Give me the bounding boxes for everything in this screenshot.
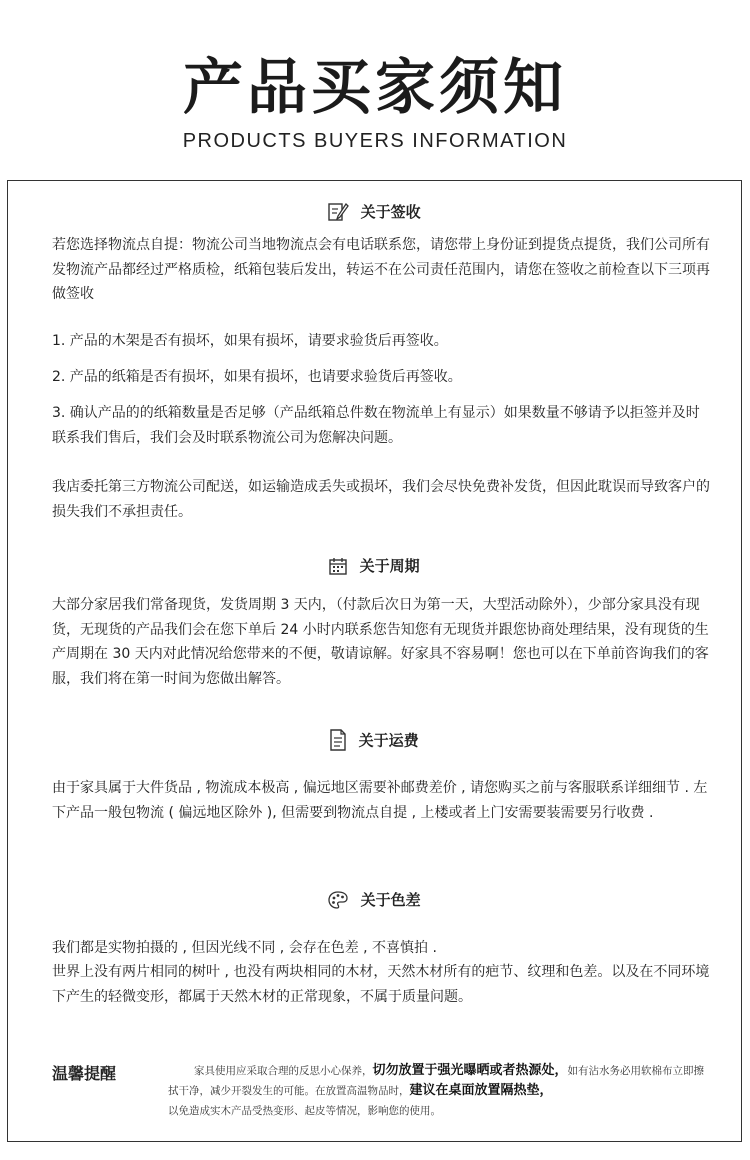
palette-icon	[327, 890, 349, 910]
section-heading-color	[8, 889, 740, 910]
info-panel	[7, 180, 742, 1142]
section-heading-label: 关于周期	[359, 557, 420, 575]
section-heading-label: 关于运费	[358, 731, 419, 750]
section-heading-label: 关于色差	[360, 891, 421, 909]
tip-text-2: 如有沾水务必用软棉布立即擦拭干净，减少开裂发生的可能。在放置高温物品时，	[168, 1065, 705, 1097]
calendar-icon	[328, 556, 348, 576]
tip-bold-2: 建议在桌面放置隔热垫，	[409, 1083, 553, 1098]
signing-item-2: 2. 产品的纸箱是否有损坏，如果有损坏，也请要求验货后再签收。	[52, 369, 462, 385]
tip-bold-1: 切勿放置于强光曝晒或者热源处，	[372, 1063, 568, 1078]
pen-document-icon	[327, 202, 349, 222]
signing-disclaimer: 我店委托第三方物流公司配送，如运输造成丢失或损坏，我们会尽快免费补发货，但因此耽误而导致客户的损失我们不承担责任。	[52, 479, 710, 520]
cycle-body: 大部分家居我们常备现货，发货周期 3 天内，（付款后次日为第一天，大型活动除外），少部分家具没有现货，无现货的产品我们会在您下单后 24 小时内联系您告知您有无现货并跟您协商处理结果，没有现货的生产周期在 30 天内对此情况给您带来的不便，敬请谅解。好家具不容易啊！您也可以在下单前咨询我们的客服，我们将在第一时间为您做出解答。	[52, 597, 709, 687]
section-heading-label: 关于签收	[360, 203, 421, 221]
signing-item-1: 1. 产品的木架是否有损坏，如果有损坏，请要求验货后再签收。	[52, 333, 448, 349]
warm-tip-label: 温馨提醒	[52, 1064, 117, 1083]
section-heading-cycle	[8, 555, 740, 576]
color-body: 世界上没有两片相同的树叶 , 也没有两块相同的木材，天然木材所有的疤节、纹理和色差。以及在不同环境下产生的轻微变形，都属于天然木材的正常现象，不属于质量问题。	[52, 964, 710, 1005]
receipt-icon	[329, 729, 347, 751]
tip-text-1: 家具使用应采取合理的反思小心保养，	[194, 1065, 373, 1077]
tip-text-3: 以免造成实木产品受热变形、起皮等情况，影响您的使用。	[168, 1105, 441, 1117]
color-line-1: 我们都是实物拍摄的 , 但因光线不同 , 会存在色差 , 不喜慎拍 .	[52, 940, 437, 956]
page-subtitle: PRODUCTS BUYERS INFORMATION	[182, 130, 568, 152]
shipping-body: 由于家具属于大件货品 , 物流成本极高 , 偏远地区需要补邮费差价 , 请您购买之前与客服联系详细细节 . 左下产品一般包物流 ( 偏远地区除外 ), 但需要到物流点自提 , 上楼或者上门安需要装需要另行收费 .	[52, 780, 708, 821]
warm-tip-body	[168, 1061, 708, 1121]
signing-item-3: 3. 确认产品的的纸箱数量是否足够（产品纸箱总件数在物流单上有显示）如果数量不够请予以拒签并及时联系我们售后，我们会及时联系物流公司为您解决问题。	[52, 405, 700, 446]
section-heading-shipping	[8, 729, 740, 751]
page-title: 产品买家须知	[183, 53, 567, 123]
signing-intro: 若您选择物流点自提：物流公司当地物流点会有电话联系您，请您带上身份证到提货点提货，我们公司所有发物流产品都经过严格质检，纸箱包装后发出，转运不在公司责任范围内，请您在签收之前检查以下三项再做签收	[52, 237, 710, 302]
section-heading-signing	[8, 201, 740, 222]
